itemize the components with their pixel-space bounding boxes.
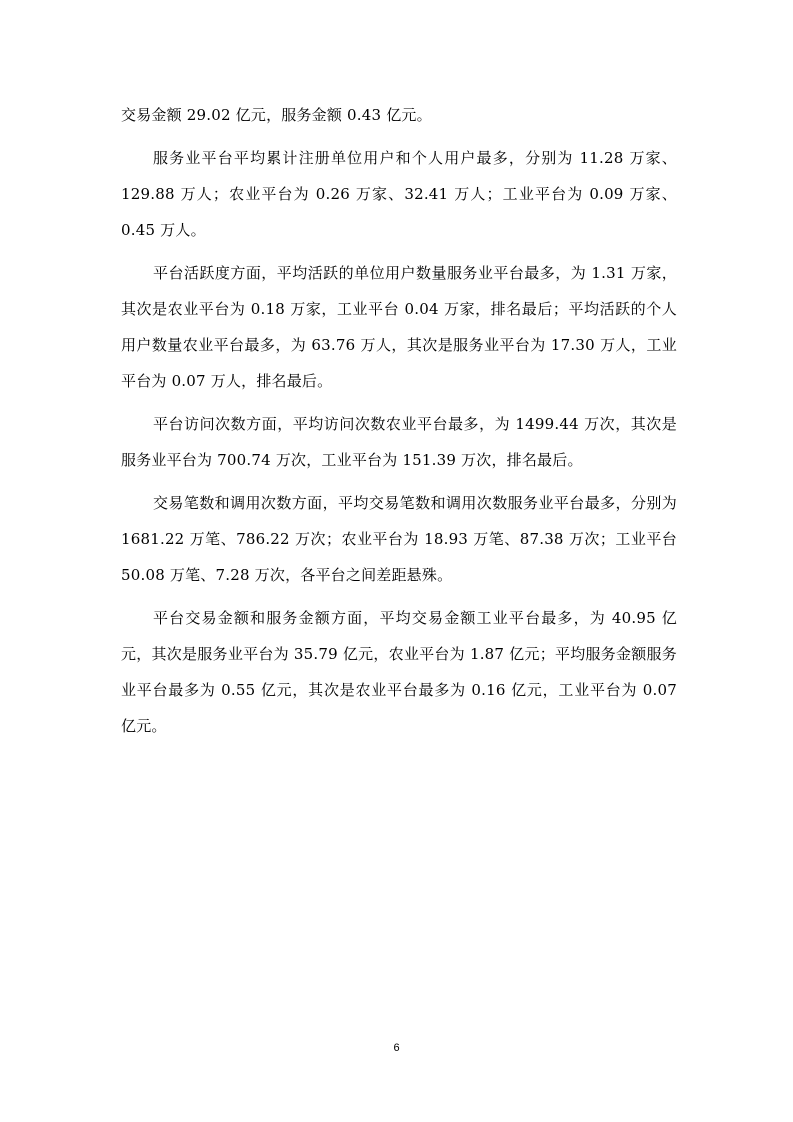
paragraph-registered-users: 服务业平台平均累计注册单位用户和个人用户最多，分别为 11.28 万家、129.88 万人；农业平台为 0.26 万家、32.41 万人；工业平台为 0.09 万家、0.45 万人。: [121, 149, 677, 239]
document-body: [121, 97, 677, 744]
paragraph-visits: 平台访问次数方面，平均访问次数农业平台最多，为 1499.44 万次，其次是服务业平台为 700.74 万次，工业平台为 151.39 万次，排名最后。: [121, 415, 677, 469]
paragraph-transactions: 交易笔数和调用次数方面，平均交易笔数和调用次数服务业平台最多，分别为 1681.22 万笔、786.22 万次；农业平台为 18.93 万笔、87.38 万次；工业平台 50.08 万笔、7.28 万次，各平台之间差距悬殊。: [121, 494, 677, 584]
paragraph-activity: 平台活跃度方面，平均活跃的单位用户数量服务业平台最多，为 1.31 万家，其次是农业平台为 0.18 万家，工业平台 0.04 万家，排名最后；平均活跃的个人用户数量农业平台最多，为 63.76 万人，其次是服务业平台为 17.30 万人，工业平台为 0.07 万人，排名最后。: [121, 264, 677, 390]
paragraph-amounts: 平台交易金额和服务金额方面，平均交易金额工业平台最多，为 40.95 亿元，其次是服务业平台为 35.79 亿元，农业平台为 1.87 亿元；平均服务金额服务业平台最多为 0.55 亿元，其次是农业平台最多为 0.16 亿元，工业平台为 0.07 亿元。: [121, 609, 677, 735]
paragraph-continuation: 交易金额 29.02 亿元，服务金额 0.43 亿元。: [121, 106, 432, 124]
page-number: 6: [393, 1042, 400, 1054]
